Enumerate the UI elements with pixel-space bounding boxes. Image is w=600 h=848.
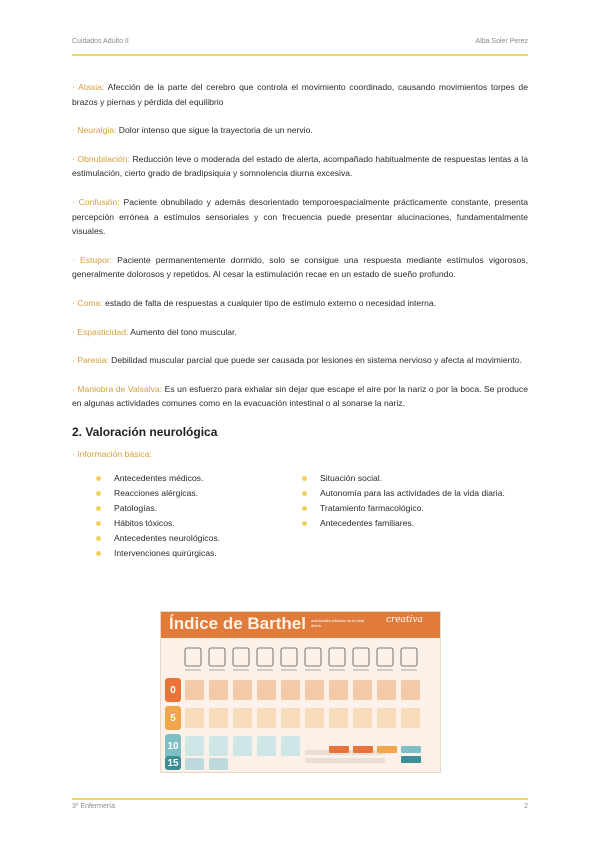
definition-ataxia [72, 80, 528, 109]
definition-text: Debilidad muscular parcial que puede ser causada por lesiones en sistema nervioso y afecta al movimiento. [108, 355, 522, 366]
figure-header [161, 612, 440, 638]
info-list [72, 471, 528, 561]
header-course: Cuidados Adulto II [72, 38, 129, 45]
definition-valsalva [72, 382, 528, 411]
activity-cell [401, 708, 420, 728]
definition-text: Reducción leve o moderada del estado de alerta, acompañado habitualmente de respuestas lentas a la estimulación, cierto grado de bradipsiquia y somnolencia diurna excesiva. [72, 153, 528, 179]
term: · Coma: [72, 297, 103, 308]
score-summary-bar [305, 758, 385, 763]
page-body [72, 80, 528, 561]
definition-coma [72, 296, 528, 311]
definition-text: estado de falta de respuestas a cualquier tipo de estímulo externo o necesidad interna. [102, 297, 437, 308]
page-number: 2 [524, 803, 528, 810]
activity-cell [233, 680, 252, 700]
term: · Maniobra de Valsalva: [72, 383, 163, 394]
figure-title: Índice de Barthel [169, 614, 306, 633]
activity-cell [209, 708, 228, 728]
activity-cell [305, 680, 324, 700]
score-label: 15 [165, 756, 181, 770]
section-title: 2. Valoración neurológica [72, 424, 218, 439]
activity-cell [353, 708, 372, 728]
activity-cell [281, 680, 300, 700]
term: · Paresia: [72, 355, 109, 366]
activity-cell [209, 758, 228, 770]
page-footer [72, 803, 528, 810]
list-item: Situación social. [320, 471, 528, 486]
activity-cell [233, 708, 252, 728]
definition-estupor [72, 253, 528, 282]
page-header [72, 38, 528, 50]
score-label: 0 [165, 678, 181, 702]
list-item: Autonomía para las actividades de la vida diaria. [320, 486, 528, 501]
definition-paresia [72, 353, 528, 368]
score-row-15 [165, 746, 436, 770]
activity-cell [377, 680, 396, 700]
score-row-5 [165, 706, 436, 730]
figure-subtitle: actividades básicas de la vida diaria [311, 618, 364, 628]
score-range-box [329, 746, 349, 753]
term: · Ataxia: [72, 82, 105, 92]
score-range-box [401, 756, 421, 763]
activity-cell [281, 708, 300, 728]
figure-icon-row [165, 642, 436, 676]
list-item: Antecedentes familiares. [320, 516, 528, 531]
definition-obnubilacion [72, 152, 528, 181]
definition-text: Paciente obnubilado y además desorientado temporoespacialmente prácticamente constante, presenta percepción errónea a estímulos sensoriales y con frecuencia puede presentar alucinaciones, fundamentalmente visuales. [72, 196, 528, 237]
activity-cell [257, 708, 276, 728]
score-range-box [353, 746, 373, 753]
info-list-left [72, 471, 300, 561]
term: · Espasticidad: [72, 326, 129, 337]
activity-cell [209, 680, 228, 700]
activity-cell [305, 708, 324, 728]
score-label: 5 [165, 706, 181, 730]
definition-text: Dolor intenso que sigue la trayectoria de un nervio. [116, 125, 313, 136]
info-list-right [300, 471, 528, 561]
score-range-box [377, 746, 397, 753]
footer-course: 3º Enfermería [72, 803, 116, 810]
header-rule [72, 54, 528, 56]
activity-cell [377, 708, 396, 728]
list-item: Tratamiento farmacológico. [320, 501, 528, 516]
list-item: Antecedentes neurológicos. [114, 531, 300, 546]
list-item: Antecedentes médicos. [114, 471, 300, 486]
barthel-index-figure [160, 611, 441, 773]
activity-cell [401, 680, 420, 700]
definition-text: Aumento del tono muscular. [128, 326, 237, 337]
figure-logo: creativa [386, 615, 423, 625]
definition-neuralgia [72, 123, 528, 138]
term: · Neuralgia: [72, 125, 117, 136]
list-item: Reacciones alérgicas. [114, 486, 300, 501]
score-row-0 [165, 678, 436, 702]
term: · Confusión: [72, 196, 120, 207]
activity-cell [257, 680, 276, 700]
activity-cell [185, 680, 204, 700]
definition-espasticidad [72, 325, 528, 340]
list-item: Intervenciones quirúrgicas. [114, 546, 300, 561]
activity-cell [353, 680, 372, 700]
score-label: 10 [165, 734, 181, 758]
activity-icons [165, 642, 436, 676]
header-author: Alba Soler Perez [475, 38, 528, 45]
definition-text: Paciente permanentemente dormido, solo se consigue una respuesta mediante estímulos vigorosos, generalmente dolorosos y repetidos. Al cesar la estimulación recae en un estado de sueño profundo. [72, 254, 528, 280]
footer-rule [72, 798, 528, 800]
list-item: Patologías. [114, 501, 300, 516]
activity-cell [329, 708, 348, 728]
definition-text: Afección de la parte del cerebro que controla el movimiento coordinado, causando movimientos torpes de brazos y piernas y pérdida del equilibrio [72, 82, 528, 107]
activity-cell [185, 708, 204, 728]
activity-cell [185, 758, 204, 770]
list-item: Hábitos tóxicos. [114, 516, 300, 531]
term: · Obnubilación: [72, 153, 130, 164]
score-range-box [401, 746, 421, 753]
section-subtitle: · Información básica: [72, 448, 152, 459]
term: · Estupor: [72, 254, 113, 265]
definition-confusion [72, 195, 528, 239]
activity-cell [329, 680, 348, 700]
definition-text: Es un esfuerzo para exhalar sin dejar que escape el aire por la nariz o por la boca. Se produce en algunas actividades comunes como en la evacuación intestinal o al sonarse la nariz. [72, 383, 528, 409]
